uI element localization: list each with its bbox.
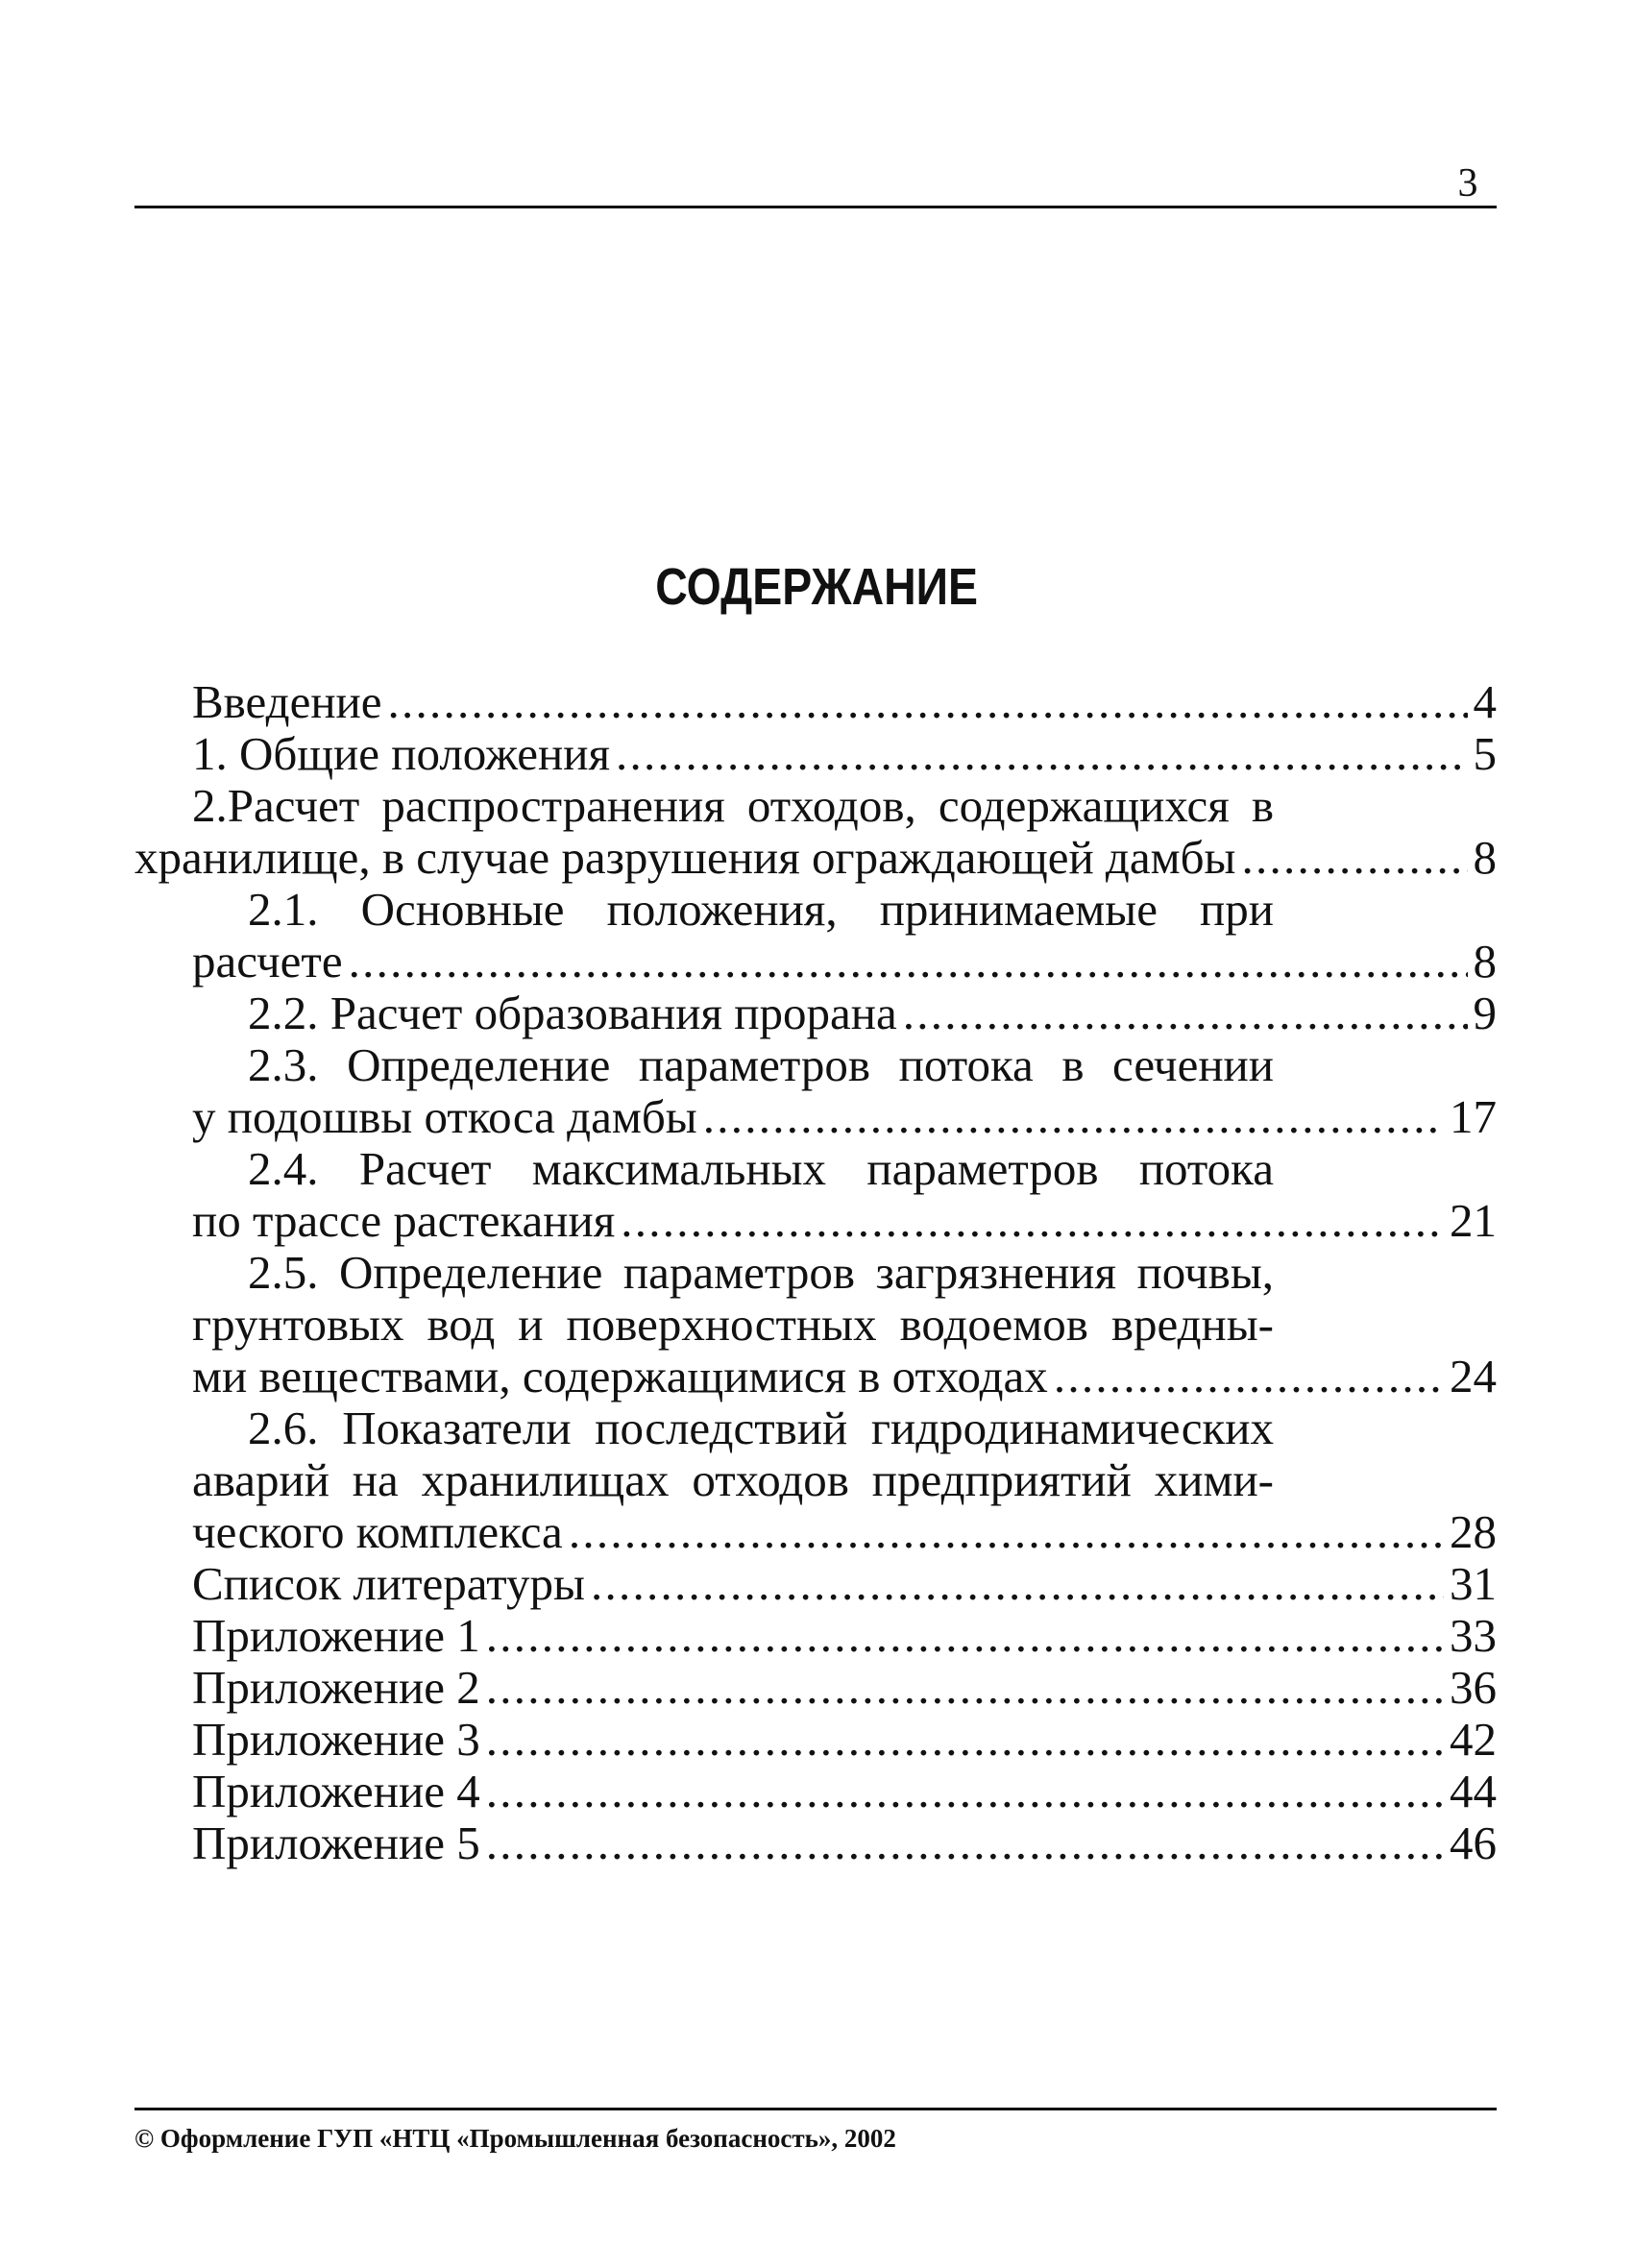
toc-leader-dots	[486, 1713, 1444, 1767]
toc-entry-label: у подошвы откоса дамбы	[192, 1090, 697, 1143]
toc-entry-general[interactable]	[192, 727, 1497, 781]
toc-entry-appendix-1[interactable]	[192, 1609, 1497, 1663]
toc-entry-label: Введение	[192, 675, 382, 728]
toc-leader-dots	[349, 935, 1468, 988]
toc-entry-page: 46	[1450, 1817, 1497, 1869]
toc-leader-dots	[486, 1609, 1444, 1663]
toc-entry-page: 36	[1450, 1661, 1497, 1714]
toc-entry-label: Приложение 2	[192, 1661, 480, 1714]
toc-entry-page: 8	[1473, 935, 1497, 988]
toc-entry-2-6-line-1[interactable]: 2.6. Показатели последствий гидродинамических	[248, 1402, 1274, 1454]
toc-entry-label: Приложение 5	[192, 1817, 480, 1869]
toc-entry-label: ческого комплекса	[192, 1505, 563, 1558]
toc-entry-2-6-line-2[interactable]: аварий на хранилищах отходов предприятий хими-	[192, 1453, 1274, 1506]
toc-entry-label: хранилище, в случае разрушения ограждающей дамбы	[134, 831, 1236, 884]
toc-entry-page: 17	[1450, 1090, 1497, 1143]
toc-entry-page: 42	[1450, 1713, 1497, 1766]
toc-leader-dots	[569, 1505, 1444, 1559]
toc-entry-label: Приложение 4	[192, 1765, 480, 1817]
toc-entry-references[interactable]	[192, 1557, 1497, 1611]
toc-leader-dots	[486, 1765, 1444, 1818]
toc-leader-dots	[486, 1817, 1444, 1870]
toc-entry-page: 9	[1473, 987, 1497, 1039]
toc-entry-2-5-line-3[interactable]	[192, 1350, 1497, 1403]
toc-entry-page: 33	[1450, 1609, 1497, 1662]
toc-entry-2-6-line-3[interactable]	[192, 1505, 1497, 1559]
page-number: 3	[1457, 161, 1478, 206]
toc-entry-label: Приложение 1	[192, 1609, 480, 1662]
toc-entry-label: расчете	[192, 935, 343, 988]
toc-entry-page: 28	[1450, 1505, 1497, 1558]
toc-entry-page: 24	[1450, 1350, 1497, 1402]
toc-entry-2-5-line-2[interactable]: грунтовых вод и поверхностных водоемов вредны-	[192, 1298, 1274, 1351]
toc-leader-dots	[388, 675, 1468, 729]
toc-entry-label: по трассе растекания	[192, 1194, 616, 1247]
toc-entry-appendix-4[interactable]	[192, 1765, 1497, 1818]
toc-leader-dots	[903, 987, 1468, 1040]
toc-entry-appendix-3[interactable]	[192, 1713, 1497, 1767]
toc-entry-section-2-line-1[interactable]: 2.Расчет распространения отходов, содержащихся в	[192, 779, 1274, 832]
toc-entry-2-4-line-1[interactable]: 2.4. Расчет максимальных параметров потока	[248, 1142, 1274, 1195]
toc-leader-dots	[1054, 1350, 1444, 1403]
toc-entry-label: 2.2. Расчет образования прорана	[248, 987, 897, 1039]
toc-entry-page: 5	[1473, 727, 1497, 780]
toc-entry-label: Приложение 3	[192, 1713, 480, 1766]
toc-entry-page: 31	[1450, 1557, 1497, 1610]
toc-leader-dots	[616, 727, 1467, 781]
toc-entry-section-2-line-2[interactable]	[134, 831, 1497, 885]
toc-leader-dots	[1241, 831, 1467, 885]
toc-leader-dots	[591, 1557, 1444, 1611]
toc-entry-page: 21	[1450, 1194, 1497, 1247]
toc-entry-2-4-line-2[interactable]	[192, 1194, 1497, 1248]
toc-entry-label: 1. Общие положения	[192, 727, 611, 780]
footer-rule	[134, 2108, 1497, 2110]
toc-entry-page: 8	[1473, 831, 1497, 884]
toc-leader-dots	[621, 1194, 1444, 1248]
toc-entry-appendix-2[interactable]	[192, 1661, 1497, 1715]
toc-entry-2-3-line-1[interactable]: 2.3. Определение параметров потока в сечении	[248, 1038, 1274, 1091]
footer-copyright: © Оформление ГУП «НТЦ «Промышленная безопасность», 2002	[134, 2124, 896, 2153]
toc-entry-introduction[interactable]	[192, 675, 1497, 729]
toc-leader-dots	[486, 1661, 1444, 1715]
toc-entry-page: 4	[1473, 675, 1497, 728]
toc-entry-label: Список литературы	[192, 1557, 585, 1610]
toc-entry-appendix-5[interactable]	[192, 1817, 1497, 1870]
header-rule	[134, 206, 1497, 208]
toc-leader-dots	[703, 1090, 1444, 1144]
toc-entry-page: 44	[1450, 1765, 1497, 1817]
toc-entry-2-1-line-2[interactable]	[192, 935, 1497, 988]
toc-entry-label: ми веществами, содержащимися в отходах	[192, 1350, 1048, 1402]
toc-entry-2-2[interactable]	[248, 987, 1497, 1040]
toc-entry-2-1-line-1[interactable]: 2.1. Основные положения, принимаемые при	[248, 883, 1274, 936]
toc-title: СОДЕРЖАНИЕ	[655, 558, 979, 616]
toc-entry-2-3-line-2[interactable]	[192, 1090, 1497, 1144]
toc-entry-2-5-line-1[interactable]: 2.5. Определение параметров загрязнения почвы,	[248, 1246, 1274, 1299]
